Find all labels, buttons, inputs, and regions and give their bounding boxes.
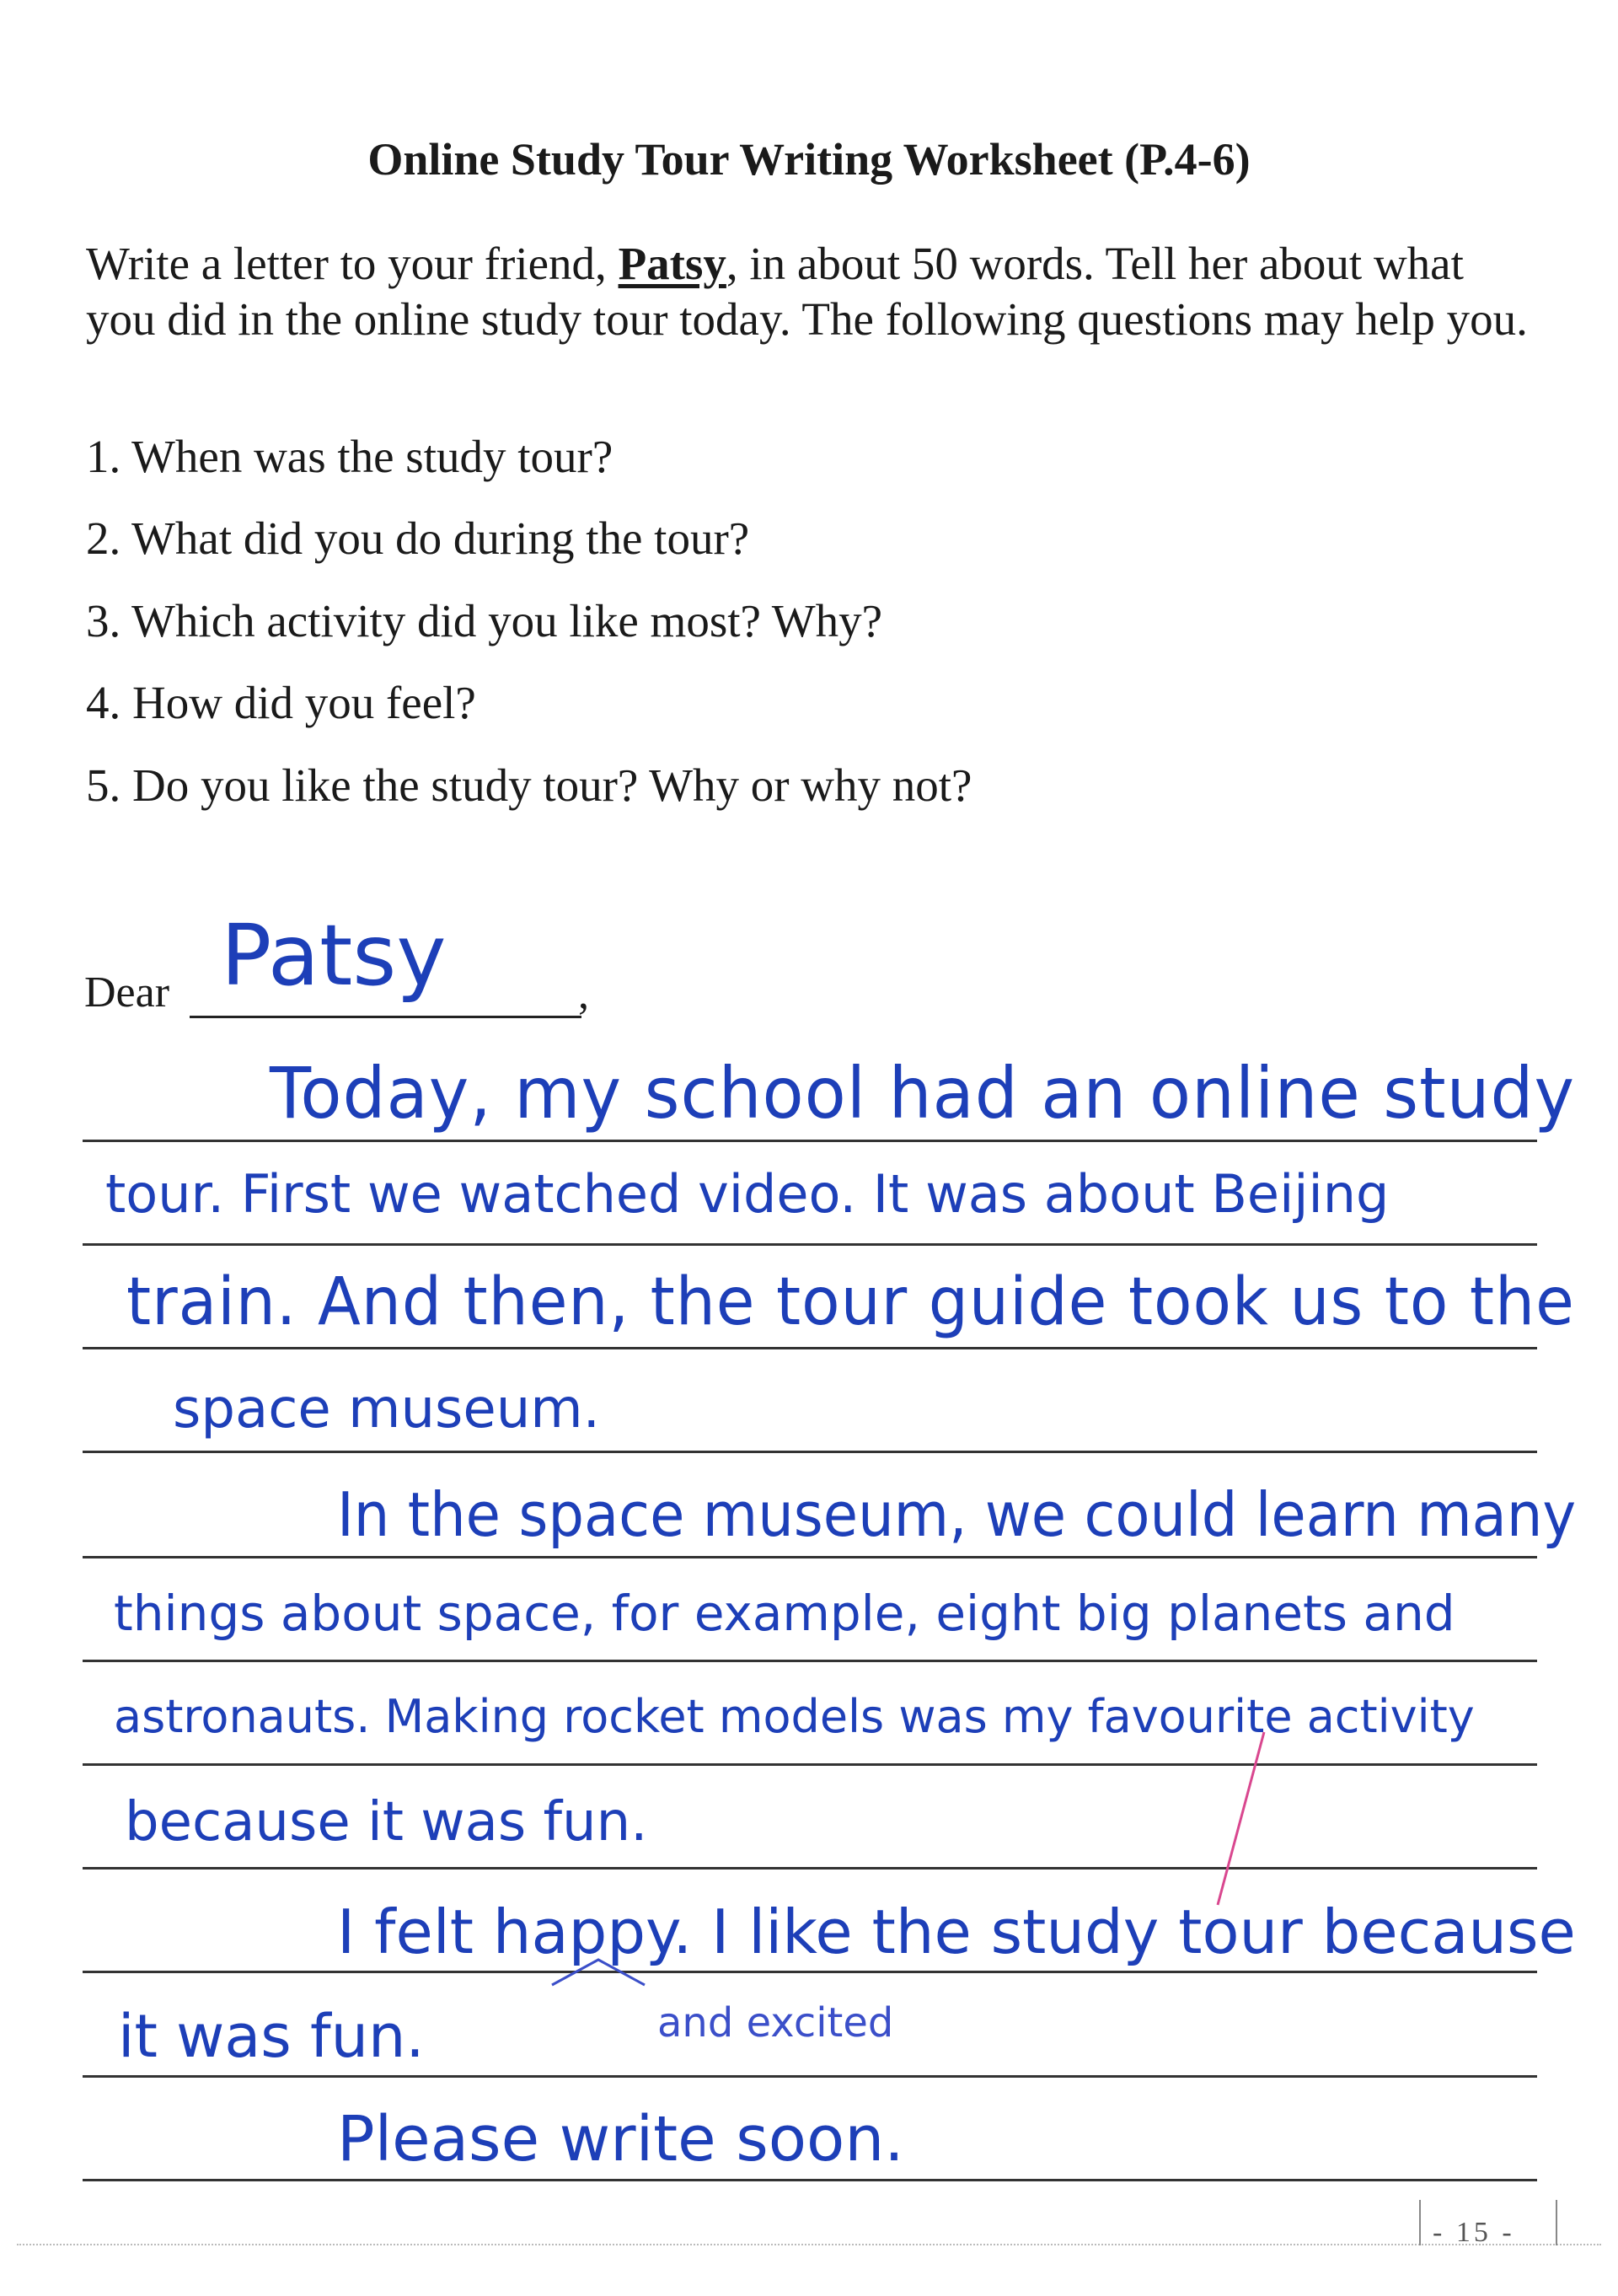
worksheet-title: Online Study Tour Writing Worksheet (P.4-6) bbox=[367, 134, 1251, 185]
letter-line-5: In the space museum, we could learn many bbox=[337, 1479, 1577, 1550]
question-5: 5. Do you like the study tour? Why or why not? bbox=[86, 759, 972, 811]
letter-line-9: I felt happy. I like the study tour because bbox=[337, 1896, 1576, 1967]
writing-line[interactable] bbox=[83, 1451, 1537, 1453]
letter-line-6: things about space, for example, eight big planets and bbox=[114, 1585, 1455, 1642]
question-3: 3. Which activity did you like most? Why? bbox=[86, 595, 883, 646]
writing-line[interactable] bbox=[83, 1556, 1537, 1558]
writing-line[interactable] bbox=[83, 2179, 1537, 2181]
letter-line-1: Today, my school had an online study bbox=[270, 1052, 1576, 1135]
writing-line[interactable] bbox=[83, 1347, 1537, 1349]
correction-caret-mark bbox=[1214, 1724, 1382, 1918]
letter-line-3: train. And then, the tour guide took us to the bbox=[126, 1264, 1575, 1340]
instructions-after: , in about 50 words. Tell her about what you did in the online study tour today. The following questions may help you. bbox=[86, 238, 1528, 345]
writing-line[interactable] bbox=[83, 2075, 1537, 2078]
letter-line-11: Please write soon. bbox=[337, 2103, 904, 2175]
question-1: 1. When was the study tour? bbox=[86, 431, 613, 482]
writing-line[interactable] bbox=[83, 1243, 1537, 1246]
letter-line-2: tour. First we watched video. It was about Beijing bbox=[105, 1163, 1390, 1225]
footer-divider bbox=[17, 2244, 1601, 2245]
letter-line-10: it was fun. bbox=[118, 2002, 425, 2071]
handwritten-recipient: Patsy bbox=[221, 906, 447, 1005]
letter-line-8: because it was fun. bbox=[125, 1791, 648, 1853]
page-number: - 15 - bbox=[1433, 2217, 1515, 2248]
dear-label: Dear bbox=[84, 968, 170, 1017]
question-2: 2. What did you do during the tour? bbox=[86, 512, 750, 564]
friend-name: Patsy bbox=[618, 238, 726, 289]
teacher-correction: and excited bbox=[657, 1999, 894, 2047]
dear-comma: , bbox=[578, 970, 589, 1018]
question-4: 4. How did you feel? bbox=[86, 677, 476, 728]
writing-line[interactable] bbox=[83, 1660, 1537, 1662]
instructions bbox=[86, 236, 1535, 347]
caret-icon bbox=[548, 1955, 649, 1989]
writing-line[interactable] bbox=[83, 1971, 1537, 1973]
instructions-before: Write a letter to your friend, bbox=[86, 238, 619, 289]
writing-line[interactable] bbox=[83, 1140, 1537, 1142]
letter-line-4: space museum. bbox=[173, 1378, 600, 1440]
letter-line-7: astronauts. Making rocket models was my favourite activity bbox=[114, 1690, 1475, 1743]
recipient-line[interactable] bbox=[190, 1016, 581, 1018]
